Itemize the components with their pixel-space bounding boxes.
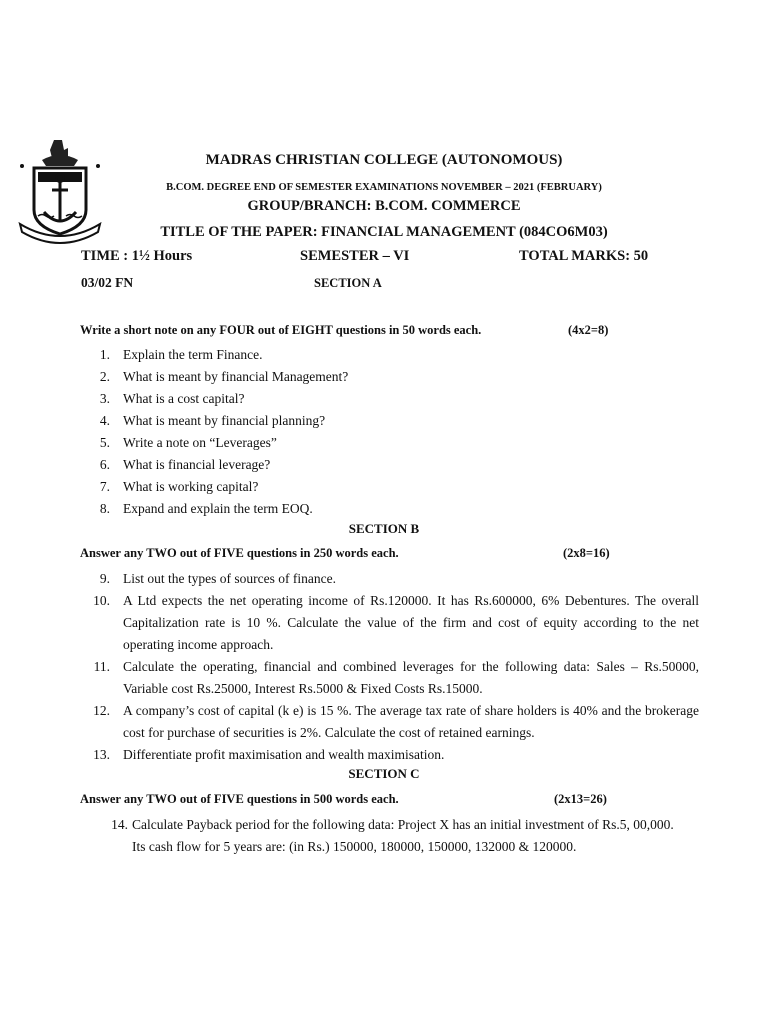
college-name: MADRAS CHRISTIAN COLLEGE (AUTONOMOUS) [205,152,563,168]
group-branch: GROUP/BRANCH: B.COM. COMMERCE [247,198,521,214]
section-b-title: SECTION B [348,521,420,536]
list-item: 9. List out the types of sources of finance. [99,571,336,586]
list-item: 4. What is meant by financial planning? [99,413,326,428]
exam-title: B.COM. DEGREE END OF SEMESTER EXAMINATIONS NOVEMBER – 2021 (FEBRUARY) [166,182,602,193]
list-item: 8. Expand and explain the term EOQ. [99,501,313,516]
list-item: 1. Explain the term Finance. [99,347,263,362]
list-item: 11. Calculate the operating, financial and combined leverages for the following data: Sales – Rs.50000, Variable cost Rs.25000, Interest Rs.5000 & Fixed Costs Rs.15000. [93,659,699,696]
exam-time: TIME : 1½ Hours [81,248,193,264]
section-a-marks: (4x2=8) [568,323,609,337]
list-item: 13. Differentiate profit maximisation and wealth maximisation. [93,747,445,762]
list-item: 6. What is financial leverage? [99,457,271,472]
list-item: 2. What is meant by financial Management? [99,369,349,384]
list-item: 10. A Ltd expects the net operating income of Rs.120000. It has Rs.600000, 6% Debentures. The overall Capitalization rate is 10 %. Calculate the value of the firm and cost of equity according to the net operating income approach. [93,593,699,652]
paper-title: TITLE OF THE PAPER: FINANCIAL MANAGEMENT (084CO6M03) [160,224,608,240]
section-c-title: SECTION C [348,766,420,781]
section-b-marks: (2x8=16) [563,546,610,560]
list-item: 3. What is a cost capital? [99,391,245,406]
list-item: 5. Write a note on “Leverages” [99,435,277,450]
section-c-instruction: Answer any TWO out of FIVE questions in 500 words each. [80,792,399,806]
section-b-instruction: Answer any TWO out of FIVE questions in 250 words each. [80,546,399,560]
total-marks: TOTAL MARKS: 50 [519,248,649,264]
list-item: 12. A company’s cost of capital (k e) is 15 %. The average tax rate of share holders is 40% and the brokerage cost for purchase of securities is 2%. Calculate the cost of retained earnings. [93,703,699,740]
semester: SEMESTER – VI [300,248,410,264]
section-a-title: SECTION A [314,276,382,290]
section-a-instruction: Write a short note on any FOUR out of EIGHT questions in 50 words each. [80,323,482,337]
list-item: 7. What is working capital? [99,479,259,494]
date-code: 03/02 FN [81,275,134,290]
section-c-marks: (2x13=26) [554,792,607,806]
section-c-questions [98,814,678,880]
section-b-questions [80,568,700,766]
section-a-questions [80,344,720,520]
list-item: 14. Calculate Payback period for the following data: Project X has an initial investment of Rs.5, 00,000. Its cash flow for 5 years are: (in Rs.) 150000, 180000, 150000, 132000 & 120000. [111,817,674,854]
